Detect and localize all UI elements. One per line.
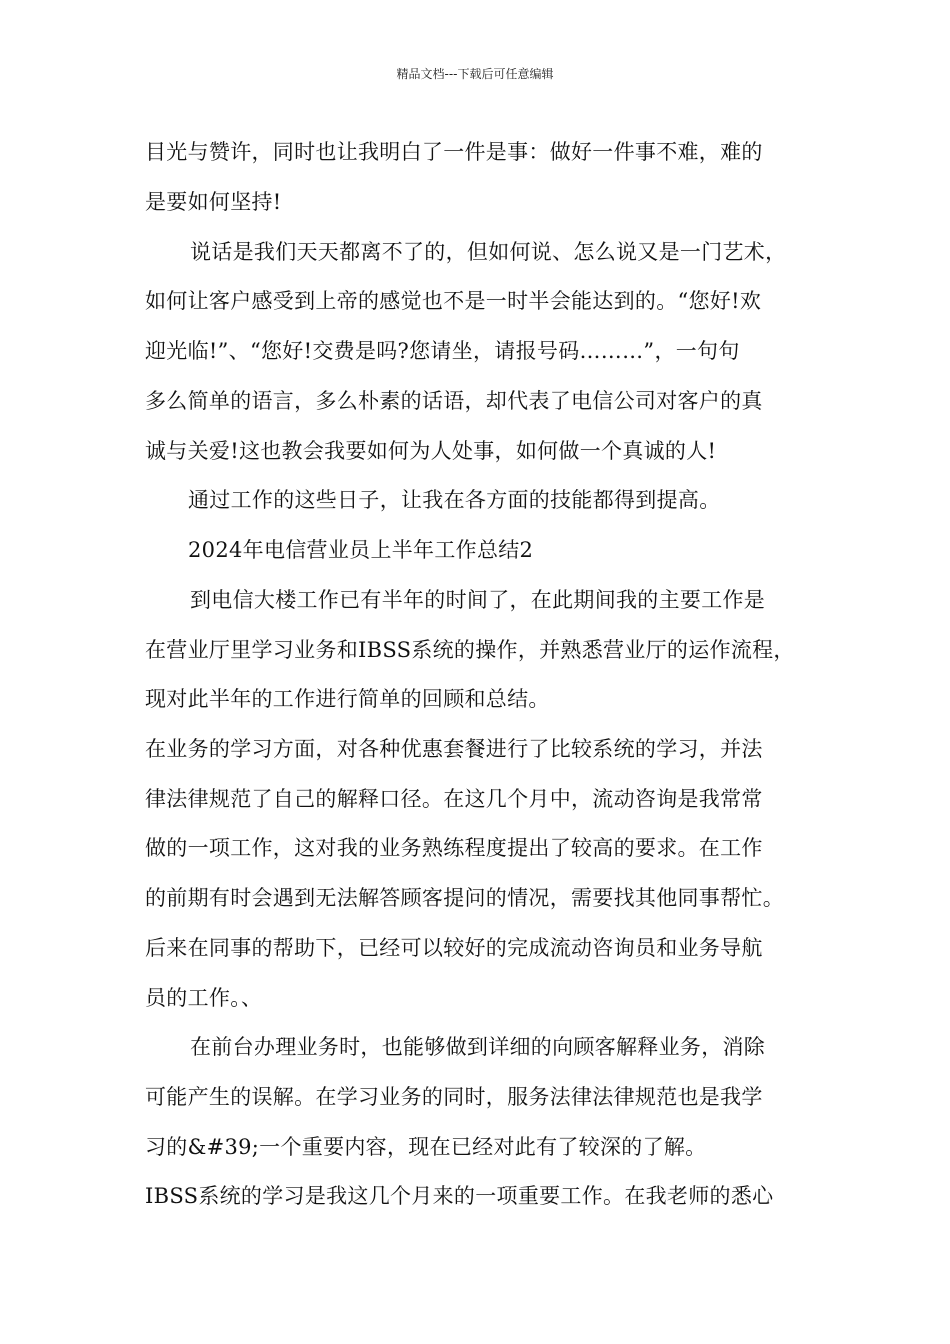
text-line: 律法律规范了自己的解释口径。在这几个月中，流动咨询是我常常 [145,787,763,811]
section-heading: 2024年电信营业员上半年工作总结2 [188,538,534,562]
page-header: 精品文档---下载后可任意编辑 [396,67,554,81]
text-line: 在业务的学习方面，对各种优惠套餐进行了比较系统的学习，并法 [145,737,763,761]
text-line: 现对此半年的工作进行简单的回顾和总结。 [145,687,550,711]
text-line: 说话是我们天天都离不了的，但如何说、怎么说又是一门艺术， [190,240,787,264]
text-line: 员的工作。、 [145,986,263,1010]
text-line: 通过工作的这些日子，让我在各方面的技能都得到提高。 [188,488,721,512]
text-line: 在营业厅里学习业务和IBSS系统的操作，并熟悉营业厅的运作流程， [145,638,795,662]
text-line: 诚与关爱!这也教会我要如何为人处事，如何做一个真诚的人! [145,439,717,463]
text-line: 的前期有时会遇到无法解答顾客提问的情况，需要找其他同事帮忙。 [145,886,784,910]
text-line: 是要如何坚持! [145,190,282,214]
text-line: 在前台办理业务时，也能够做到详细的向顾客解释业务，消除 [190,1035,766,1059]
text-line: 到电信大楼工作已有半年的时间了，在此期间我的主要工作是 [190,588,766,612]
text-line: 习的&#39;一个重要内容，现在已经对此有了较深的了解。 [145,1135,707,1159]
text-line: 如何让客户感受到上帝的感觉也不是一时半会能达到的。“您好!欢 [145,289,762,313]
text-line: 目光与赞许，同时也让我明白了一件是事：做好一件事不难，难的 [145,140,763,164]
text-line: 迎光临!”、“您好!交费是吗?您请坐，请报号码………”，一句句 [145,339,740,363]
text-line: 可能产生的误解。在学习业务的同时，服务法律法律规范也是我学 [145,1085,763,1109]
text-line: IBSS系统的学习是我这几个月来的一项重要工作。在我老师的悉心 [145,1184,774,1208]
text-line: 多么简单的语言，多么朴素的话语，却代表了电信公司对客户的真 [145,389,763,413]
text-line: 做的一项工作，这对我的业务熟练程度提出了较高的要求。在工作 [145,836,763,860]
text-line: 后来在同事的帮助下，已经可以较好的完成流动咨询员和业务导航 [145,936,763,960]
